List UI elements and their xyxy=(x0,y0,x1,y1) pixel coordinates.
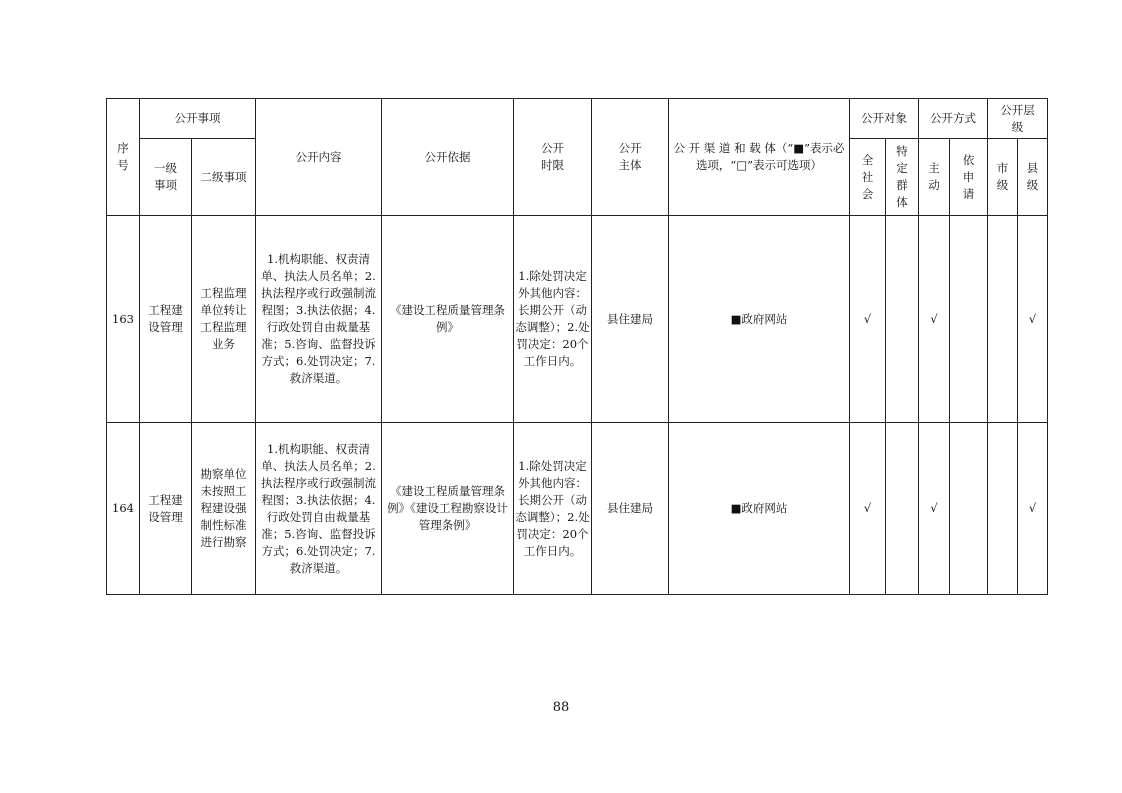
row-level2: 勘察单位未按照工程建设强制性标准进行勘察 xyxy=(192,423,256,595)
header-object-group: 公开对象 xyxy=(850,99,919,139)
header-level2: 二级事项 xyxy=(192,139,256,216)
header-method-group: 公开方式 xyxy=(919,99,988,139)
row-channel: ■政府网站 xyxy=(669,216,850,423)
disclosure-table xyxy=(106,98,1048,595)
row-whole-society: √ xyxy=(850,423,886,595)
header-level-group: 公开层级 xyxy=(988,99,1048,139)
header-city: 市级 xyxy=(988,139,1018,216)
header-seq: 序号 xyxy=(107,99,140,216)
header-time-limit: 公开时限 xyxy=(514,99,592,216)
header-specific-group: 特定群体 xyxy=(886,139,919,216)
header-county: 县级 xyxy=(1018,139,1048,216)
row-subject: 县住建局 xyxy=(592,423,669,595)
header-whole-society: 全社会 xyxy=(850,139,886,216)
header-active: 主动 xyxy=(919,139,950,216)
row-county: √ xyxy=(1018,423,1048,595)
row-content: 1.机构职能、权责清单、执法人员名单；2.执法程序或行政强制流程图；3.执法依据；4.行政处罚自由裁量基准；5.咨询、监督投诉方式；6.处罚决定；7.救济渠道。 xyxy=(256,216,382,423)
row-basis: 《建设工程质量管理条例》《建设工程勘察设计管理条例》 xyxy=(382,423,514,595)
row-whole-society: √ xyxy=(850,216,886,423)
row-level1: 工程建设管理 xyxy=(140,423,192,595)
header-level1: 一级事项 xyxy=(140,139,192,216)
row-time-limit: 1.除处罚决定外其他内容：长期公开（动态调整）；2.处罚决定：20个工作日内。 xyxy=(514,423,592,595)
table-row xyxy=(107,216,1048,423)
row-active: √ xyxy=(919,423,950,595)
row-city xyxy=(988,216,1018,423)
row-county: √ xyxy=(1018,216,1048,423)
header-channel: 公 开 渠 道 和 载 体（“■”表示必选项，“□”表示可选项） xyxy=(669,99,850,216)
row-on-request xyxy=(950,216,988,423)
row-level1: 工程建设管理 xyxy=(140,216,192,423)
header-subject: 公开主体 xyxy=(592,99,669,216)
row-content: 1.机构职能、权责清单、执法人员名单；2.执法程序或行政强制流程图；3.执法依据；4.行政处罚自由裁量基准；5.咨询、监督投诉方式；6.处罚决定；7.救济渠道。 xyxy=(256,423,382,595)
row-on-request xyxy=(950,423,988,595)
row-active: √ xyxy=(919,216,950,423)
row-city xyxy=(988,423,1018,595)
page-number: 88 xyxy=(552,700,570,715)
row-channel: ■政府网站 xyxy=(669,423,850,595)
header-content: 公开内容 xyxy=(256,99,382,216)
row-seq: 164 xyxy=(107,423,140,595)
header-basis: 公开依据 xyxy=(382,99,514,216)
header-on-request: 依申请 xyxy=(950,139,988,216)
row-specific-group xyxy=(886,216,919,423)
row-basis: 《建设工程质量管理条例》 xyxy=(382,216,514,423)
row-level2: 工程监理单位转让工程监理业务 xyxy=(192,216,256,423)
row-time-limit: 1.除处罚决定外其他内容：长期公开（动态调整）；2.处罚决定：20个工作日内。 xyxy=(514,216,592,423)
table-row xyxy=(107,423,1048,595)
header-item-group: 公开事项 xyxy=(140,99,256,139)
row-specific-group xyxy=(886,423,919,595)
row-seq: 163 xyxy=(107,216,140,423)
row-subject: 县住建局 xyxy=(592,216,669,423)
